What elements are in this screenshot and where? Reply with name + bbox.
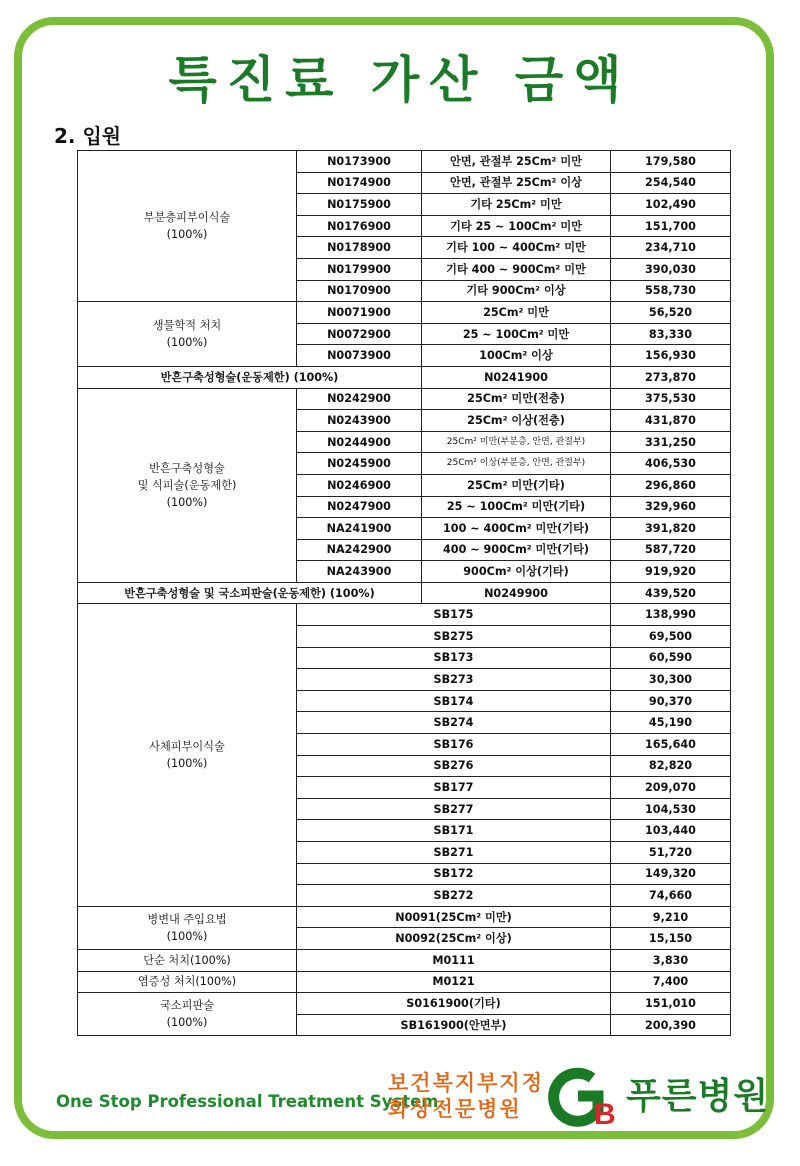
amount-cell: 138,990 <box>611 604 731 626</box>
code-cell: N0241900 <box>422 366 611 388</box>
code-cell: N0072900 <box>297 323 422 345</box>
code-cell: N0176900 <box>297 215 422 237</box>
code-cell: N0249900 <box>422 582 611 604</box>
group-label: 반흔구축성형술 및 식피술(운동제한) (100%) <box>78 388 297 582</box>
code-cell: N0071900 <box>297 302 422 324</box>
code-cell: SB161900(안면부) <box>297 1014 611 1036</box>
code-cell: SB274 <box>297 712 611 734</box>
code-cell: N0173900 <box>297 151 422 173</box>
amount-cell: 179,580 <box>611 151 731 173</box>
code-cell: SB171 <box>297 820 611 842</box>
table-row <box>78 949 731 971</box>
code-cell: SB271 <box>297 842 611 864</box>
code-cell: S0161900(기타) <box>297 993 611 1015</box>
amount-cell: 375,530 <box>611 388 731 410</box>
code-cell: N0178900 <box>297 237 422 259</box>
amount-cell: 558,730 <box>611 280 731 302</box>
code-cell: N0092(25Cm² 이상) <box>297 928 611 950</box>
code-cell: N0245900 <box>297 453 422 475</box>
desc-cell: 기타 25 ~ 100Cm² 미만 <box>422 215 611 237</box>
code-cell: NA242900 <box>297 539 422 561</box>
code-cell: N0247900 <box>297 496 422 518</box>
amount-cell: 104,530 <box>611 798 731 820</box>
group-label: 생물학적 처치 (100%) <box>78 302 297 367</box>
amount-cell: 9,210 <box>611 906 731 928</box>
desc-cell: 안면, 관절부 25Cm² 이상 <box>422 172 611 194</box>
code-cell: SB175 <box>297 604 611 626</box>
code-cell: SB272 <box>297 885 611 907</box>
code-cell: M0121 <box>297 971 611 993</box>
code-cell: SB176 <box>297 734 611 756</box>
amount-cell: 15,150 <box>611 928 731 950</box>
amount-cell: 90,370 <box>611 690 731 712</box>
amount-cell: 7,400 <box>611 971 731 993</box>
amount-cell: 406,530 <box>611 453 731 475</box>
group-label: 국소피판술 (100%) <box>78 993 297 1036</box>
amount-cell: 200,390 <box>611 1014 731 1036</box>
code-cell: SB173 <box>297 647 611 669</box>
desc-cell: 25Cm² 미만 <box>422 302 611 324</box>
table-row <box>78 993 731 1015</box>
desc-cell: 안면, 관절부 25Cm² 미만 <box>422 151 611 173</box>
code-cell: N0242900 <box>297 388 422 410</box>
amount-cell: 273,870 <box>611 366 731 388</box>
hospital-name: 푸른병원 <box>626 1076 770 1117</box>
amount-cell: 30,300 <box>611 669 731 691</box>
code-cell: N0244900 <box>297 431 422 453</box>
group-label: 염증성 처치(100%) <box>78 971 297 993</box>
desc-cell: 25 ~ 100Cm² 미만 <box>422 323 611 345</box>
code-cell: M0111 <box>297 949 611 971</box>
desc-cell: 기타 900Cm² 이상 <box>422 280 611 302</box>
designation-line1: 보건복지부지정 <box>388 1071 545 1095</box>
code-cell: SB277 <box>297 798 611 820</box>
code-cell: N0243900 <box>297 410 422 432</box>
desc-cell: 25Cm² 미만(기타) <box>422 474 611 496</box>
code-cell: N0091(25Cm² 미만) <box>297 906 611 928</box>
amount-cell: 296,860 <box>611 474 731 496</box>
hospital-logo-icon <box>548 1066 626 1128</box>
amount-cell: 74,660 <box>611 885 731 907</box>
code-cell: SB172 <box>297 863 611 885</box>
amount-cell: 431,870 <box>611 410 731 432</box>
amount-cell: 329,960 <box>611 496 731 518</box>
code-cell: NA241900 <box>297 518 422 540</box>
desc-cell: 25Cm² 이상(부분층, 안면, 관절부) <box>422 453 611 475</box>
desc-cell: 25Cm² 이상(전층) <box>422 410 611 432</box>
code-cell: NA243900 <box>297 561 422 583</box>
amount-cell: 51,720 <box>611 842 731 864</box>
amount-cell: 156,930 <box>611 345 731 367</box>
amount-cell: 439,520 <box>611 582 731 604</box>
desc-cell: 900Cm² 이상(기타) <box>422 561 611 583</box>
group-label: 반흔구축성형술(운동제한) (100%) <box>78 366 422 388</box>
group-label: 병변내 주입요법 (100%) <box>78 906 297 949</box>
amount-cell: 102,490 <box>611 194 731 216</box>
svg-text:B: B <box>594 1098 616 1128</box>
desc-cell: 25 ~ 100Cm² 미만(기타) <box>422 496 611 518</box>
amount-cell: 69,500 <box>611 626 731 648</box>
desc-cell: 기타 25Cm² 미만 <box>422 194 611 216</box>
amount-cell: 331,250 <box>611 431 731 453</box>
amount-cell: 390,030 <box>611 258 731 280</box>
group-label: 사체피부이식술 (100%) <box>78 604 297 906</box>
amount-cell: 587,720 <box>611 539 731 561</box>
amount-cell: 391,820 <box>611 518 731 540</box>
table-row <box>78 604 731 626</box>
code-cell: N0073900 <box>297 345 422 367</box>
code-cell: N0174900 <box>297 172 422 194</box>
code-cell: SB276 <box>297 755 611 777</box>
desc-cell: 25Cm² 미만(전층) <box>422 388 611 410</box>
amount-cell: 3,830 <box>611 949 731 971</box>
footer-slogan: One Stop Professional Treatment System <box>56 1092 439 1111</box>
table-row <box>78 582 731 604</box>
amount-cell: 151,700 <box>611 215 731 237</box>
code-cell: SB177 <box>297 777 611 799</box>
group-label: 부분층피부이식술 (100%) <box>78 151 297 302</box>
group-label: 단순 처치(100%) <box>78 949 297 971</box>
amount-cell: 254,540 <box>611 172 731 194</box>
code-cell: SB275 <box>297 626 611 648</box>
group-label: 반흔구축성형술 및 국소피판술(운동제한) (100%) <box>78 582 422 604</box>
amount-cell: 149,320 <box>611 863 731 885</box>
code-cell: SB174 <box>297 690 611 712</box>
desc-cell: 기타 400 ~ 900Cm² 미만 <box>422 258 611 280</box>
desc-cell: 100 ~ 400Cm² 미만(기타) <box>422 518 611 540</box>
table-row <box>78 388 731 410</box>
amount-cell: 82,820 <box>611 755 731 777</box>
code-cell: SB273 <box>297 669 611 691</box>
table-row <box>78 906 731 928</box>
table-row <box>78 366 731 388</box>
footer-designation <box>388 1070 548 1122</box>
amount-cell: 83,330 <box>611 323 731 345</box>
section-heading: 2. 입원 <box>54 124 122 148</box>
page-title: 특진료 가산 금액 <box>168 51 632 109</box>
amount-cell: 234,710 <box>611 237 731 259</box>
amount-cell: 151,010 <box>611 993 731 1015</box>
code-cell: N0175900 <box>297 194 422 216</box>
designation-line2: 화상전문병원 <box>388 1097 522 1121</box>
desc-cell: 기타 100 ~ 400Cm² 미만 <box>422 237 611 259</box>
amount-cell: 60,590 <box>611 647 731 669</box>
code-cell: N0179900 <box>297 258 422 280</box>
amount-cell: 919,920 <box>611 561 731 583</box>
table-row <box>78 302 731 324</box>
table-row <box>78 151 731 173</box>
amount-cell: 209,070 <box>611 777 731 799</box>
code-cell: N0246900 <box>297 474 422 496</box>
desc-cell: 400 ~ 900Cm² 미만(기타) <box>422 539 611 561</box>
fee-table <box>77 150 731 1036</box>
desc-cell: 100Cm² 이상 <box>422 345 611 367</box>
amount-cell: 56,520 <box>611 302 731 324</box>
amount-cell: 103,440 <box>611 820 731 842</box>
amount-cell: 165,640 <box>611 734 731 756</box>
code-cell: N0170900 <box>297 280 422 302</box>
table-row <box>78 971 731 993</box>
desc-cell: 25Cm² 미만(부분층, 안면, 관절부) <box>422 431 611 453</box>
amount-cell: 45,190 <box>611 712 731 734</box>
